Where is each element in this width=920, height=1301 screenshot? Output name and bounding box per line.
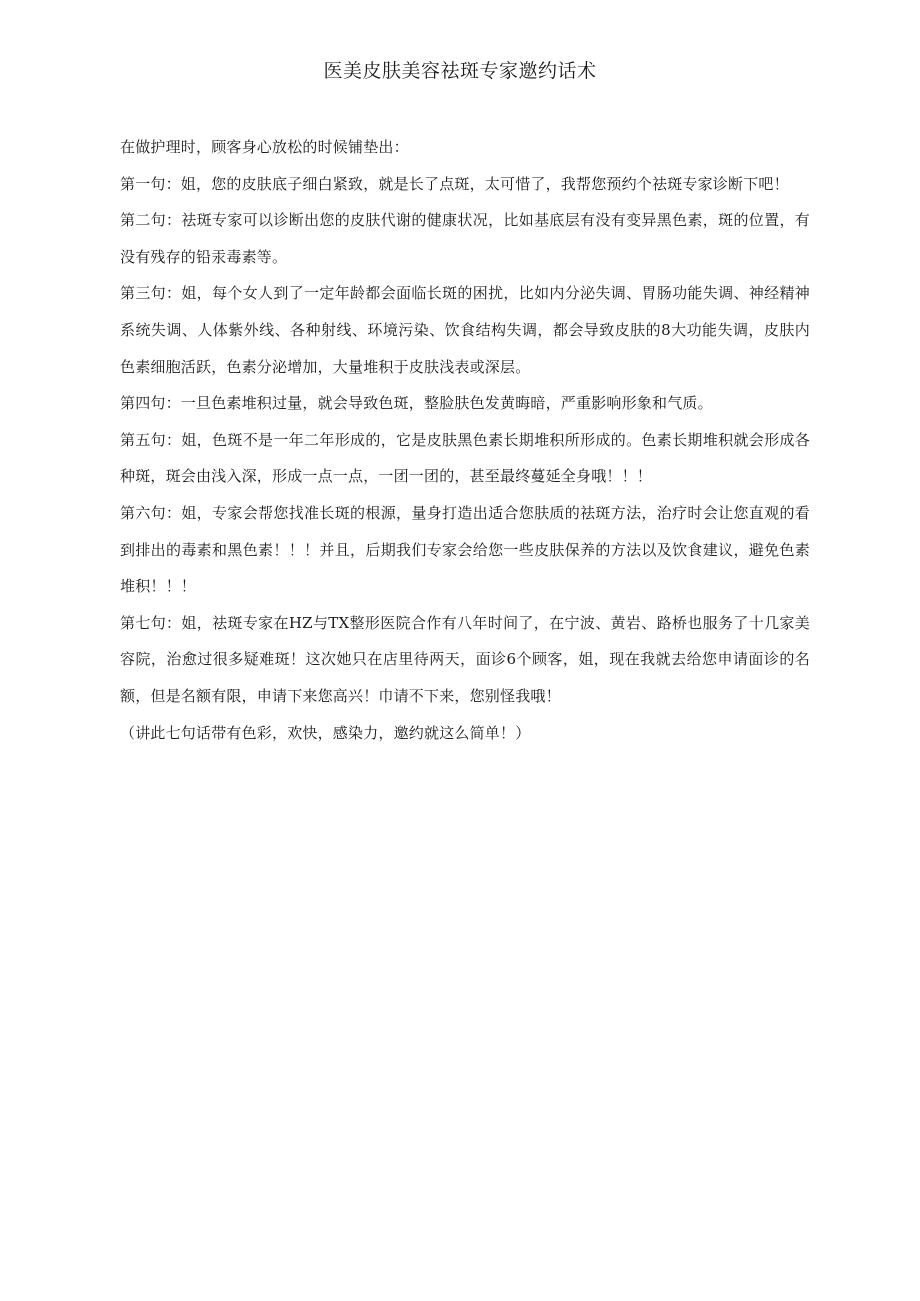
- paragraph-sentence-3: 第三句：姐，每个女人到了一定年龄都会面临长斑的困扰，比如内分泌失调、胃肠功能失调、神经精神系统失调、人体紫外线、各种射线、环境污染、饮食结构失调，都会导致皮肤的8大功能失调，皮肤内色素细胞活跃，色素分泌增加，大量堆积于皮肤浅表或深层。: [120, 284, 810, 376]
- paragraph-sentence-5: 第五句：姐，色斑不是一年二年形成的，它是皮肤黑色素长期堆积所形成的。色素长期堆积就会形成各种斑，斑会由浅入深，形成一点一点，一团一团的，甚至最终蔓延全身哦！！！: [120, 430, 810, 486]
- paragraph-sentence-2: 第二句：祛斑专家可以诊断出您的皮肤代谢的健康状况，比如基底层有没有变异黑色素，斑的位置，有没有残存的铅汞毒素等。: [120, 211, 810, 266]
- paragraph-sentence-4: 第四句：一旦色素堆积过量，就会导致色斑，整脸肤色发黄晦暗，严重影响形象和气质。: [120, 394, 713, 413]
- paragraph-closing-note: （讲此七句话带有色彩，欢快，感染力，邀约就这么简单！）: [120, 723, 531, 742]
- paragraph-sentence-7: 第七句：姐，祛斑专家在HZ与TX整形医院合作有八年时间了，在宁波、黄岩、路桥也服务了十几家美容院，治愈过很多疑难斑！这次她只在店里待两天，面诊6个顾客，姐，现在我就去给您申请面诊的名额，但是名额有限，申请下来您高兴！巾请不下来，您别怪我哦！: [120, 613, 810, 705]
- document-body: [120, 129, 810, 751]
- document-title: 医美皮肤美容祛斑专家邀约话术: [323, 60, 597, 82]
- paragraph-sentence-6: 第六句：姐，专家会帮您找准长斑的根源，量身打造出适合您肤质的祛斑方法，治疗时会让您直观的看到排出的毒素和黑色素！！！并且，后期我们专家会给您一些皮肤保养的方法以及饮食建议，避免色素堆积！！！: [120, 503, 810, 596]
- paragraph-sentence-1: 第一句：姐，您的皮肤底子细白紧致，就是长了点斑，太可惜了，我帮您预约个祛斑专家诊断下吧！: [120, 174, 789, 193]
- paragraph-intro: 在做护理时，顾客身心放松的时候铺垫出：: [120, 138, 409, 156]
